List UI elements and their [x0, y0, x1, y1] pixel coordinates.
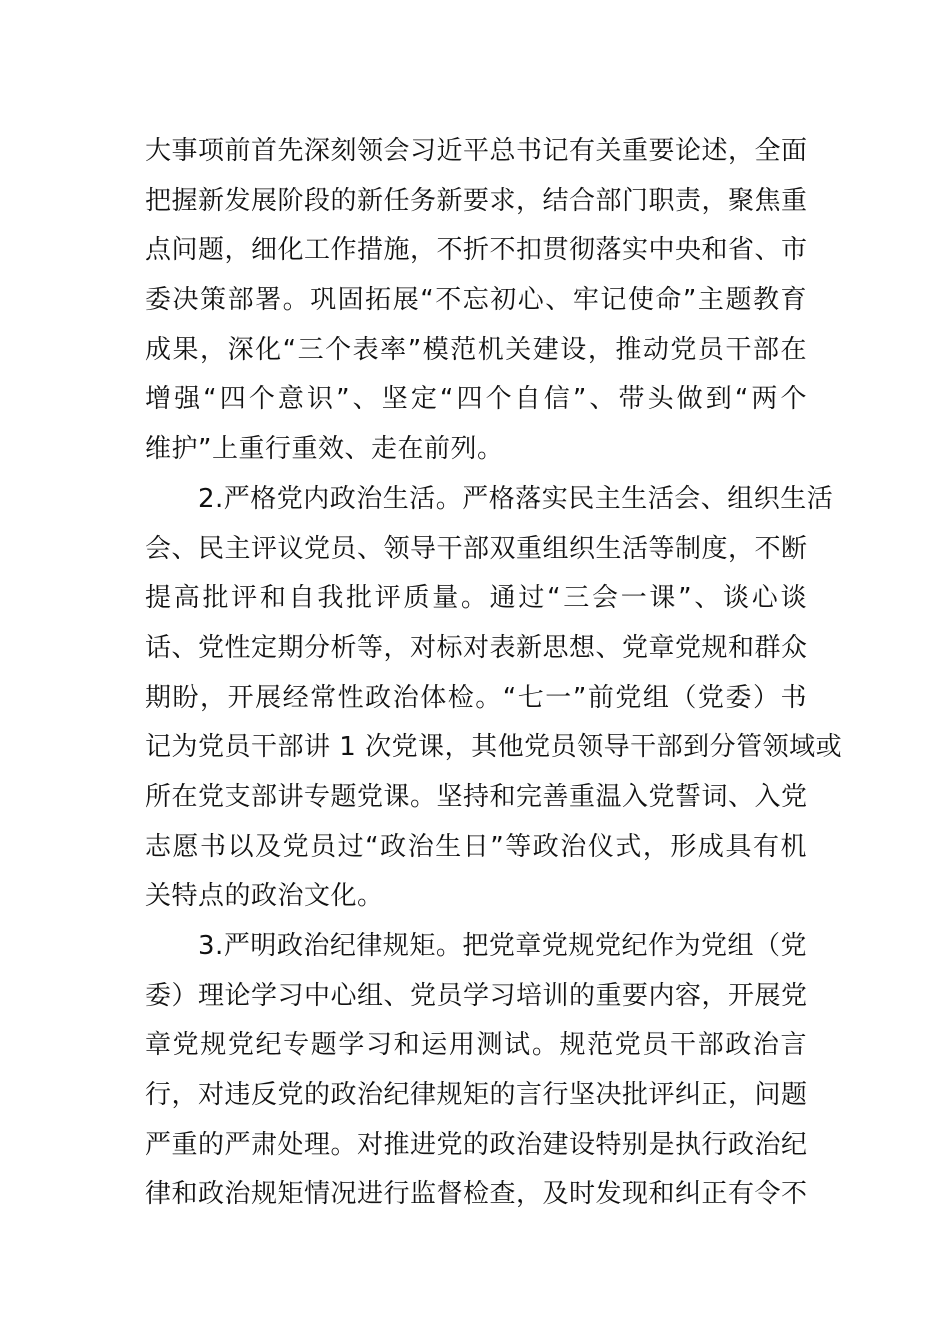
text-line: 记为党员干部讲 1 次党课，其他党员领导干部到分管领域或: [145, 732, 843, 763]
text-line: 提高批评和自我批评质量。通过“三会一课”、谈心谈: [145, 583, 807, 614]
text-line: 章党规党纪专题学习和运用测试。规范党员干部政治言: [145, 1030, 807, 1061]
text-line: 委）理论学习中心组、党员学习培训的重要内容，开展党: [145, 980, 808, 1011]
text-line: 所在党支部讲专题党课。坚持和完善重温入党誓词、入党: [145, 781, 808, 812]
text-line: 话、党性定期分析等，对标对表新思想、党章党规和群众: [145, 632, 808, 663]
text-line: 行，对违反党的政治纪律规矩的言行坚决批评纠正，问题: [145, 1080, 808, 1111]
text-line: 志愿书以及党员过“政治生日”等政治仪式，形成具有机: [145, 831, 807, 862]
document-body: [145, 127, 843, 1220]
paragraph-end-line: 关特点的政治文化。: [145, 881, 384, 912]
paragraph-end-line: 维护”上重行重效、走在前列。: [145, 434, 504, 465]
text-line: 严重的严肃处理。对推进党的政治建设特别是执行政治纪: [145, 1129, 808, 1160]
text-line: 委决策部署。巩固拓展“不忘初心、牢记使命”主题教育: [145, 285, 807, 316]
paragraph-heading-line: 3.严明政治纪律规矩。把党章党规党纪作为党组（党: [145, 931, 807, 961]
text-line: 增强“四个意识”、坚定“四个自信”、带头做到“两个: [145, 384, 807, 415]
text-line: 会、民主评议党员、领导干部双重组织生活等制度，不断: [145, 533, 808, 564]
text-line: 成果，深化“三个表率”模范机关建设，推动党员干部在: [145, 334, 807, 365]
paragraph-heading-line: 2.严格党内政治生活。严格落实民主生活会、组织生活: [145, 483, 834, 514]
text-line: 把握新发展阶段的新任务新要求，结合部门职责，聚焦重: [145, 185, 808, 216]
text-line: 大事项前首先深刻领会习近平总书记有关重要论述，全面: [145, 136, 808, 166]
text-line: 点问题，细化工作措施，不折不扣贯彻落实中央和省、市: [145, 235, 808, 266]
text-line: 律和政治规矩情况进行监督检查，及时发现和纠正有令不: [145, 1179, 808, 1210]
text-line: 期盼，开展经常性政治体检。“七一”前党组（党委）书: [145, 682, 807, 713]
